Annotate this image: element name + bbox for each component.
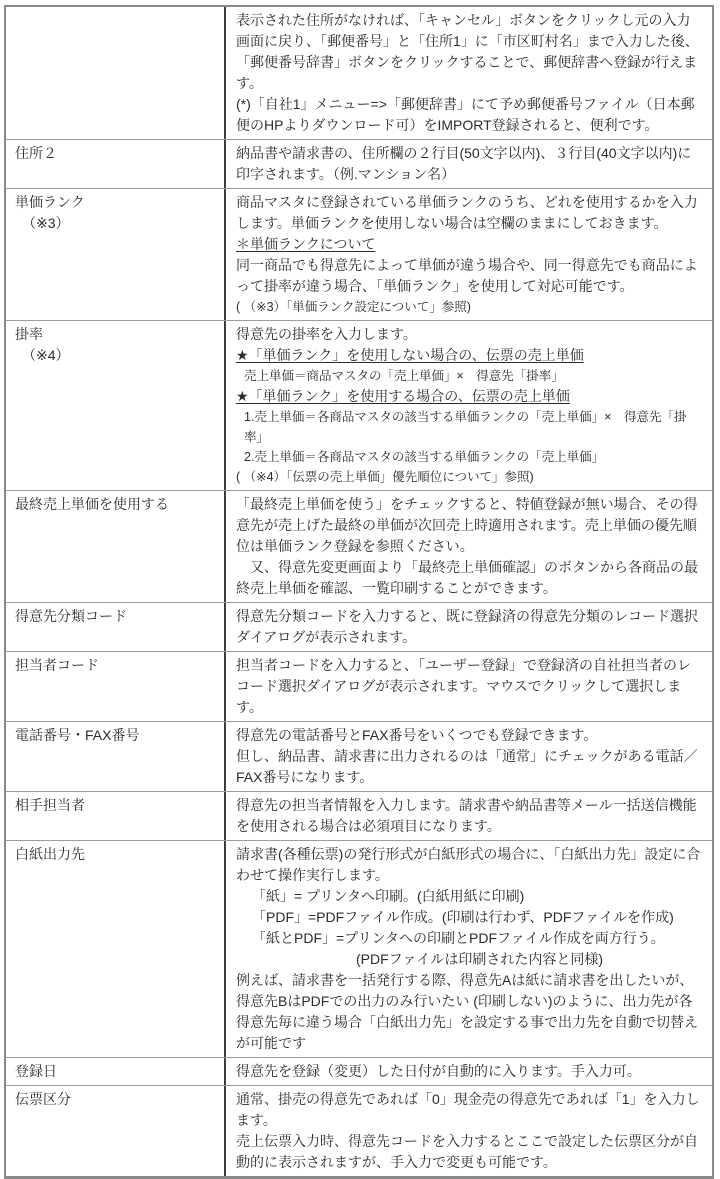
text-line: 得意先分類コードを入力すると、既に登録済の得意先分類のレコード選択ダイアログが表示されます。 [236, 608, 698, 645]
text-line: 1.売上単価＝各商品マスタの該当する単価ランクの「売上単価」× 得意先「掛率」 [244, 410, 687, 444]
text-line: ＊単価ランクについて [236, 236, 376, 252]
field-name: 掛率 [15, 326, 43, 342]
text-line: ★「単価ランク」を使用しない場合の、伝票の売上単価 [236, 347, 584, 363]
text-line: (*)「自社1」メニュー=>「郵便辞書」にて予め郵便番号ファイル（日本郵便のHPよりダウンロード可）をIMPORT登録されると、便利です。 [236, 96, 695, 133]
text-line: ( （※4）「伝票の売上単価」優先順位について」参照) [236, 470, 534, 484]
field-name: 最終売上単価を使用する [15, 496, 169, 512]
field-name: 登録日 [15, 1063, 57, 1079]
text-line: 商品マスタに登録されている単価ランクのうち、どれを使用するかを入力します。単価ランクを使用しない場合は空欄のままにしておきます。 [236, 194, 698, 231]
text-line: 表示された住所がなければ、「キャンセル」ボタンをクリックし元の入力画面に戻り、「郵便番号」と「住所1」に「市区町村名」まで入力した後、「郵便番号辞書」ボタンをクリックすることで、郵便辞書へ登録が行えます。 [236, 12, 699, 91]
text-line: 得意先の担当者情報を入力します。請求書や納品書等メール一括送信機能を使用される場合は必須項目になります。 [236, 797, 697, 834]
text-line: 得意先の電話番号とFAX番号をいくつでも登録できます。 [236, 727, 598, 743]
text-line: 「紙とPDF」=プリンタへの印刷とPDFファイル作成を両方行う。 [252, 930, 665, 946]
text-line: 得意先を登録（変更）した日付が自動的に入ります。手入力可。 [236, 1063, 641, 1079]
field-description-cell [224, 841, 712, 1057]
field-name-cell [6, 140, 224, 188]
text-line: 納品書や請求書の、住所欄の２行目(50文字以内)、３行目(40文字以内)に印字されます。（例.マンション名） [236, 145, 692, 182]
text-line: 売上伝票入力時、得意先コードを入力するとここで設定した伝票区分が自動的に表示されますが、手入力で変更も可能です。 [236, 1133, 698, 1170]
field-name-cell [6, 652, 224, 721]
table-row [6, 602, 712, 651]
field-name-cell [6, 1058, 224, 1085]
text-line: 得意先の掛率を入力します。 [236, 326, 417, 342]
field-description-cell [224, 792, 712, 840]
field-description-cell [224, 1086, 712, 1176]
field-name-cell [6, 7, 224, 139]
text-line: (PDFファイルは印刷された内容と同様) [356, 951, 604, 967]
table-row [6, 490, 712, 602]
text-line: 「最終売上単価を使う」をチェックすると、特値登録が無い場合、その得意先が売上げた最終の単価が次回売上時適用されます。売上単価の優先順位は単価ランク登録を参照ください。 [236, 496, 698, 554]
field-name-cell [6, 321, 224, 490]
field-description-cell [224, 722, 712, 791]
text-line: 例えば、請求書を一括発行する際、得意先Aは紙に請求書を出したいが、得意先BはPDFでの出力のみ行いたい (印刷しない)のように、出力先が各得意先毎に違う場合「白紙出力先」を設定する事で出力先を自動で切替えが可能です [236, 972, 698, 1051]
field-description-cell [224, 1058, 712, 1085]
text-line: 2.売上単価＝各商品マスタの該当する単価ランクの「売上単価」 [244, 450, 605, 464]
field-name-cell [6, 189, 224, 320]
text-line: 通常、掛売の得意先であれば「0」現金売の得意先であれば「1」を入力します。 [236, 1091, 700, 1128]
text-line: 売上単価＝商品マスタの「売上単価」× 得意先「掛率」 [244, 369, 564, 383]
field-name: 得意先分類コード [15, 608, 127, 624]
table-row [6, 7, 712, 139]
field-description-cell [224, 140, 712, 188]
text-line: 同一商品でも得意先によって単価が違う場合や、同一得意先でも商品によって掛率が違う場合、「単価ランク」を使用して対応可能です。 [236, 257, 698, 294]
text-line: 但し、納品書、請求書に出力されるのは「通常」にチェックがある電話／FAX番号になります。 [236, 748, 698, 785]
table-row [6, 651, 712, 721]
text-line: 担当者コードを入力すると、「ユーザー登録」で登録済の自社担当者のレコード選択ダイアログが表示されます。マウスでクリックして選択します。 [236, 657, 691, 715]
text-line: ( （※3）「単価ランク設定について」参照) [236, 300, 471, 314]
field-name: 電話番号・FAX番号 [15, 727, 140, 743]
text-line: ★「単価ランク」を使用する場合の、伝票の売上単価 [236, 388, 570, 404]
field-description-cell [224, 321, 712, 490]
field-description-cell [224, 652, 712, 721]
table-row [6, 320, 712, 490]
field-name: 単価ランク [15, 194, 85, 210]
field-name-note: （※3） [22, 215, 70, 231]
field-name-cell [6, 722, 224, 791]
field-name: 担当者コード [15, 657, 99, 673]
table-row [6, 840, 712, 1057]
table-row [6, 721, 712, 791]
text-line: 請求書(各種伝票)の発行形式が白紙形式の場合に、「白紙出力先」設定に合わせて操作実行します。 [236, 846, 701, 883]
field-name-cell [6, 1086, 224, 1176]
field-name: 白紙出力先 [15, 846, 85, 862]
field-description-cell [224, 603, 712, 651]
field-name-cell [6, 841, 224, 1057]
field-name: 住所２ [15, 145, 57, 161]
field-name-cell [6, 603, 224, 651]
field-name: 伝票区分 [15, 1091, 71, 1107]
field-name: 相手担当者 [15, 797, 85, 813]
table-row [6, 791, 712, 840]
field-name-cell [6, 491, 224, 602]
text-line: 「PDF」=PDFファイル作成。(印刷は行わず、PDFファイルを作成) [252, 909, 674, 925]
field-description-cell [224, 189, 712, 320]
table-row [6, 1085, 712, 1176]
table-row [6, 1057, 712, 1085]
field-name-note: （※4） [22, 347, 70, 363]
field-description-cell [224, 7, 712, 139]
field-name-cell [6, 792, 224, 840]
text-line: 「紙」= プリンタへ印刷。(白紙用紙に印刷) [252, 888, 525, 904]
table-row [6, 188, 712, 320]
table-row [6, 139, 712, 188]
field-description-cell [224, 491, 712, 602]
text-line: 又、得意先変更画面より「最終売上単価確認」のボタンから各商品の最終売上単価を確認、一覧印刷することができます。 [236, 559, 698, 596]
field-description-table [4, 5, 714, 1179]
